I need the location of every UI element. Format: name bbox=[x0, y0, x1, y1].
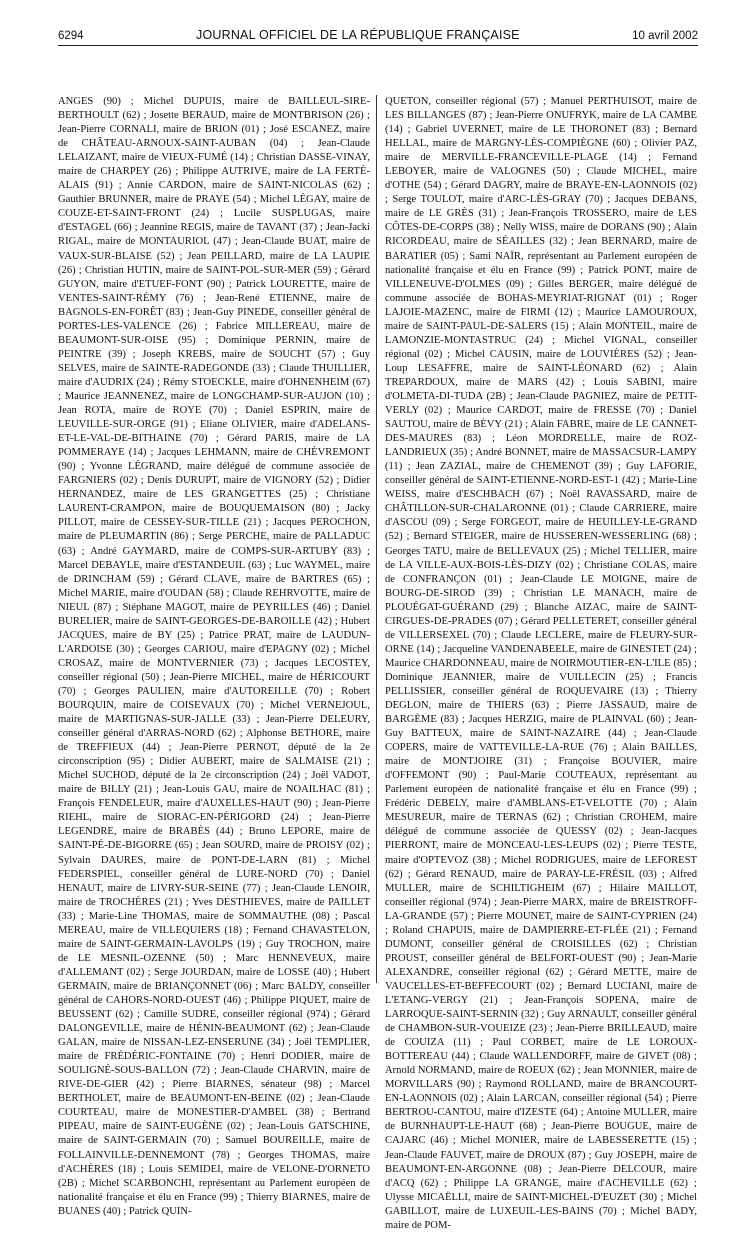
left-column bbox=[58, 95, 370, 1217]
left-column-text: ANGES (90) ; Michel DUPUIS, maire de BAILLEUL-SIRE-BERTHOULT (62) ; Josette BERAUD, maire de MONTBRISON (26) ; Jean-Pierre CORNALI, maire de BRION (01) ; José ESCANEZ, maire de CHÂTEAU-ARNOUX-SAINT-AUBAN (04) ; Jean-Claude LELAIZANT, maire de VIEUX-FUMÉ (14) ; Christian DASSE-VINAY, maire de CHARPEY (26) ; Philippe AUTRIVE, maire de LA FERTÉ-ALAIS (91) ; Annie CARDON, maire de SAINT-NICOLAS (62) ; Gauthier BRUNNER, maire de PRAYE (54) ; Michel LÉGAY, maire de COUZE-ET-SAINT-FRONT (24) ; Lucile SUSPLUGAS, maire d'ESTAGEL (66) ; Jeannine REGIS, maire de TAVANT (37) ; Jean-Jacki RIGAL, maire de MONTAURIOL (47) ; Jean-Claude BUAT, maire de VAUX-SUR-BLAISE (52) ; Jean PEILLARD, maire de LA LAUPIE (26) ; Christian HUTIN, maire de SAINT-POL-SUR-MER (59) ; Gérard GUYON, maire d'ETUEF-FONT (90) ; Patrick LOURETTE, maire de VENTES-SAINT-RÉMY (76) ; Jean-René ETIENNE, maire de BAGNOLS-EN-FORÊT (83) ; Jean-Guy PINEDE, conseiller général de PORTES-LES-VALENCE (26) ; Fabrice MILLEREAU, maire de BEAUMONT-SUR-OISE (95) ; Dominique PERNIN, maire de PEINTRE (39) ; Joseph KREBS, maire de SOUCHT (57) ; Guy SELVES, maire de SAINTE-RADEGONDE (33) ; Claude THUILLIER, maire d'AUDRIX (24) ; Rémy STOECKLE, maire d'OHNENHEIM (67) ; Maurice JEANNENEZ, maire de LONGCHAMP-SUR-AUJON (10) ; Jean ROTA, maire de ROYE (70) ; Daniel ESPRIN, maire de LEUVILLE-SUR-ORGE (91) ; Eliane OLIVIER, maire d'ADELANS-ET-LE-VAL-DE-BITHAINE (70) ; Gérard PARIS, maire de LA POMMERAYE (14) ; Jacques LEHMANN, maire de CHÈVREMONT (90) ; Yvonne LÉGRAND, maire délégué de commune associée de FARGNIERS (02) ; Denis DURUPT, maire de VIGNORY (52) ; Didier HERNANDEZ, maire de LES GRANGETTES (25) ; Christiane LAURENT-CRAMPON, maire de BOUQUEMAISON (80) ; Jacky PILLOT, maire de CESSEY-SUR-TILLE (21) ; Jacques PEROCHON, maire de PLEUMARTIN (86) ; Serge PERCHE, maire de PALLADUC (63) ; André GAYMARD, maire de COMPS-SUR-ARTUBY (83) ; Marcel DEBAYLE, maire d'ESTANDEUIL (63) ; Luc WAYMEL, maire de DRINCHAM (59) ; Gérard CLAVE, maire de BARTRES (65) ; Michel MARIE, maire d'OUDAN (58) ; Claude REHRVOTTE, maire de NIEUL (87) ; Stéphane MAGOT, maire de PEYRILLES (46) ; Daniel BURELIER, maire de SAINT-GEORGES-DE-BAROILLE (42) ; Hubert JACQUES, maire de BY (25) ; Patrice PRAT, maire de LAUDUN-L'ARDOISE (30) ; Georges CARIOU, maire d'EPAGNY (02) ; Michel CROSAZ, maire de MONTVERNIER (73) ; Jacques LECOSTEY, conseiller régional (50) ; Jean-Pierre MICHEL, maire de HÉRICOURT (70) ; Georges PAULIEN, maire d'AUTOREILLE (70) ; Robert BOURQUIN, maire de COISEVAUX (70) ; Michel VERNEJOUL, maire de MARTIGNAS-SUR-JALLE (33) ; Jean-Pierre DELEURY, conseiller général d'ARRAS-NORD (62) ; Alphonse BETHORE, maire de TREFFIEUX (44) ; Jean-Pierre PERNOT, député de la 2e circonscription (95) ; Didier AUBERT, maire de SALMAISE (21) ; Michel SUCHOD, député de la 2e circonscription (24) ; Joël VADOT, maire de BILLY (21) ; Jean-Louis GAU, maire de NOAILHAC (81) ; François FENDELEUR, maire d'AUXELLES-HAUT (90) ; Jean-Pierre RIEHL, maire de SIORAC-EN-PÉRIGORD (24) ; Jean-Pierre LEGENDRE, maire de BRABÈS (44) ; Bruno LEPORE, maire de SAINT-PÉ-DE-BIGORRE (65) ; Jean SOURD, maire de PROISY (02) ; Sylvain DAURES, maire de PONT-DE-LARN (81) ; Michel FEDERSPIEL, conseiller général de LURE-NORD (70) ; Daniel HENAUT, maire de LIVRY-SUR-SEINE (77) ; Jean-Claude LENOIR, maire de TROCHÈRES (21) ; Yves DESTHIEVES, maire de PAILLET (33) ; Marie-Line THOMAS, maire de SOMMAUTHE (08) ; Pascal MEREAU, maire de VILLEQUIERS (18) ; Fernand CHAVASTELON, maire de SAINT-GERMAIN-LAVOLPS (19) ; Guy TROCHON, maire de LE MESNIL-OZENNE (50) ; Marc HENNEVEUX, maire d'ALLEMANT (02) ; Serge JOURDAN, maire de LOSSE (40) ; Hubert GERMAIN, maire de BRIANÇONNET (06) ; Marc BALDY, conseiller général de CAHORS-NORD-OUEST (46) ; Philippe PIQUET, maire de BEUSSENT (62) ; Camille SUDRE, conseiller régional (974) ; Gérard DALONGEVILLE, maire de HÉNIN-BEAUMONT (62) ; Jean-Claude GALAN, maire de NISSAN-LEZ-ENSERUNE (34) ; Joël TEMPLIER, maire de FRÉDÉRIC-FONTAINE (70) ; Henri DODIER, maire de SOULIGNÉ-SOUS-BALLON (72) ; Jean-Claude CHARVIN, maire de RIVE-DE-GIER (42) ; Pierre BIARNES, sénateur (98) ; Marcel BERTHOLET, maire de BEAUMONT-EN-BEINE (02) ; Jean-Claude COURTEAU, maire de MONESTIER-D'AMBEL (38) ; Bertrand PIPEAU, maire de SAINT-EUGÈNE (02) ; Jean-Louis GATSCHINE, maire de SAINT-GERMAIN (70) ; Samuel BOUREILLE, maire de FOLLAINVILLE-DENNEMONT (78) ; Georges THOMAS, maire d'ACHÈRES (18) ; Louis SEMIDEI, maire de VELONE-D'ORNETO (2B) ; Michel SCARBONCHI, représentant au Parlement européen de nationalité française et élu en France (99) ; Thierry BIARNES, maire de BUANES (40) ; Patrick QUIN- bbox=[58, 96, 370, 1217]
header-rule bbox=[58, 45, 698, 46]
right-column bbox=[385, 95, 697, 1231]
journal-title: JOURNAL OFFICIEL DE LA RÉPUBLIQUE FRANÇAISE bbox=[196, 28, 520, 42]
right-column-text: QUETON, conseiller régional (57) ; Manuel PERTHUISOT, maire de LES BILLANGES (87) ; Jean-Pierre ONUFRYK, maire de LA CAMBE (14) ; Gabriel UVERNET, maire de LE THORONET (83) ; Bernard HELLAL, maire de MARGNY-LÈS-COMPIÈGNE (60) ; Olivier PAZ, maire de MERVILLE-FRANCEVILLE-PLAGE (14) ; Fernand LEBOYER, maire de VALOGNES (50) ; Claude MICHEL, maire d'OTHE (54) ; Gérard DAGRY, maire de BRAYE-EN-LAONNOIS (02) ; Serge TOULOT, maire d'ARC-LÈS-GRAY (70) ; Jacques DEBANS, maire de LE GRÈS (31) ; Jean-François TROSSERO, maire de LES CÔTES-DE-CORPS (38) ; Nelly WISS, maire de DORANS (90) ; Alain RICORDEAU, maire de SÉAILLES (32) ; Jean BERNARD, maire de BARATIER (05) ; Sami NAÏR, représentant au Parlement européen de nationalité française et élu en France (99) ; Patrick PONT, maire de VILLENEUVE-D'OLMES (09) ; Gilles BERGER, maire délégué de commune associée de BOHAS-MEYRIAT-RIGNAT (01) ; Roger LAJOIE-MAZENC, maire de FIRMI (12) ; Maurice LAMOUROUX, maire de SAINT-PAUL-DE-SALERS (15) ; Alain MONTEIL, maire de LAMONZIE-MONTASTRUC (24) ; Michel VIGNAL, conseiller régional (02) ; Michel CAUSIN, maire de LOUVIÈRES (52) ; Jean-Loup LESAFFRE, maire de SAINT-LÉONARD (62) ; Alain TREPARDOUX, maire de MARS (42) ; Louis SABINI, maire d'OLMETA-DI-TUDA (2B) ; Jean-Claude PAGNIEZ, maire de PETIT-VERLY (02) ; Maurice CARDOT, maire de FRESSE (70) ; Daniel SAUTOU, maire de BÈVY (21) ; Alain FABRE, maire de LE CANNET-DES-MAURES (83) ; Léon MORDRELLE, maire de ROZ-LANDRIEUX (35) ; André BONNET, maire de MASSACSUR-LAMPY (11) ; Jean ZAZIAL, maire de CHEMENOT (39) ; Guy LAFORIE, conseiller général de SAINT-ETIENNE-NORD-EST-1 (42) ; Marie-Line WEISS, maire d'ESCHBACH (67) ; Noël RAVASSARD, maire de CHÂTILLON-SUR-CHALARONNE (01) ; Claude CARRIERE, maire d'ASCOU (09) ; Serge FORGEOT, maire de HEUILLEY-LE-GRAND (52) ; Bernard STEIGER, maire de HUSSEREN-WESSERLING (68) ; Georges TATU, maire de BELLEVAUX (25) ; Michel TELLIER, maire de LA VILLE-AUX-BOIS-LÈS-DIZY (02) ; Christiane COLAS, maire de CONFRANÇON (01) ; Jean-Claude LE MOIGNE, maire de BOURG-DE-SIROD (39) ; Christian LE MANACH, maire de PLOUÉGAT-GUÉRAND (29) ; Blanche AIZAC, maire de SAINT-CIRGUES-DE-PRADES (07) ; Gérard PELLETERET, conseiller général de VILLERSEXEL (70) ; Claude LECLERE, maire de FLEURY-SUR-ORNE (14) ; Jacqueline VANDENABEELE, maire de GINESTET (24) ; Maurice CHARDONNEAU, maire de NOIRMOUTIER-EN-L'ILE (85) ; Dominique JEANNIER, maire de VUILLECIN (25) ; Francis PELLISSIER, conseiller général de ROQUEVAIRE (13) ; Thierry DEGLON, maire de THIERS (63) ; Pierre JASSAUD, maire de BARGÈME (83) ; Jacques HERZIG, maire de PLAINVAL (60) ; Jean-Guy BATTEUX, maire de SAINT-NAZAIRE (44) ; Jean-Claude COPERS, maire de VATTEVILLE-LA-RUE (76) ; Alain BAILLES, maire de MONTJOIRE (31) ; Françoise BOUVIER, maire d'OFFEMONT (90) ; Paul-Marie COUTEAUX, représentant au Parlement européen de nationalité française et élu en France (99) ; Frédéric DEBELY, maire d'AMBLANS-ET-VELOTTE (70) ; Alain MESUREUR, maire de TERNAS (62) ; Christian CROHEM, maire délégué de commune associée de QUESSY (02) ; Jean-Jacques PIERRONT, maire de MONCEAU-LES-LEUPS (02) ; Pierre TESTE, maire d'OPTEVOZ (38) ; Michel RODRIGUES, maire de LEFOREST (62) ; Gérard RENAUD, maire de PARAY-LE-FRÉSIL (03) ; Alfred MULLER, maire de SCHILTIGHEIM (67) ; Hilaire MAILLOT, conseiller régional (974) ; Jean-Pierre MARX, maire de BREISTROFF-LA-GRANDE (57) ; Pierre MOUNET, maire de SAINT-CYPRIEN (24) ; Roland CHAPUIS, maire de DAMPIERRE-ET-FLÉE (21) ; Fernand DUMONT, conseiller général de CROISILLES (62) ; Christian PROUST, conseiller général de BELFORT-OUEST (90) ; Jean-Marie ALEXANDRE, conseiller régional (62) ; Gérard METTE, maire de VAUCELLES-ET-BEFFECOURT (02) ; Bernard LUCIANI, maire de L'ETANG-VERGY (21) ; Jean-François SOPENA, maire de LARROQUE-SAINT-SERNIN (32) ; Guy ARNAULT, conseiller général de CHAMBON-SUR-VOUEIZE (23) ; Jean-Pierre BRILLEAUD, maire de COUIZA (11) ; Paul CORBET, maire de LE LOROUX-BOTTEREAU (44) ; Claude WALLENDORFF, maire de GIVET (08) ; Arnold NORMAND, maire de ROEUX (62) ; Jean MONNIER, maire de MORVILLARS (90) ; Raymond ROLLAND, maire de BRANCOURT-EN-LAONNOIS (02) ; Alain LARCAN, conseiller régional (54) ; Pierre BERTROU-CANTOU, maire d'IZESTE (64) ; Antoine MULLER, maire de BURNHAUPT-LE-HAUT (68) ; Jean-Pierre BOUGUE, maire de CAJARC (46) ; Michel MONIER, maire de LABESSERETTE (15) ; Jean-Claude FAUVET, maire de DROUX (87) ; Guy JOSEPH, maire de BEAUMONT-EN-ARGONNE (08) ; Jean-Pierre DELCOUR, maire d'ACQ (62) ; Philippe LA GRANGE, maire d'ACHEVILLE (62) ; Ulysse MICAËLLI, maire de SAINT-MICHEL-D'EUZET (30) ; Michel GABILLOT, maire de LUXEUIL-LES-BAINS (70) ; Michel BADY, maire de POM- bbox=[385, 96, 697, 1231]
page-header bbox=[58, 20, 698, 42]
issue-date: 10 avril 2002 bbox=[632, 30, 698, 42]
column-divider bbox=[376, 95, 377, 983]
page-number: 6294 bbox=[58, 30, 84, 42]
